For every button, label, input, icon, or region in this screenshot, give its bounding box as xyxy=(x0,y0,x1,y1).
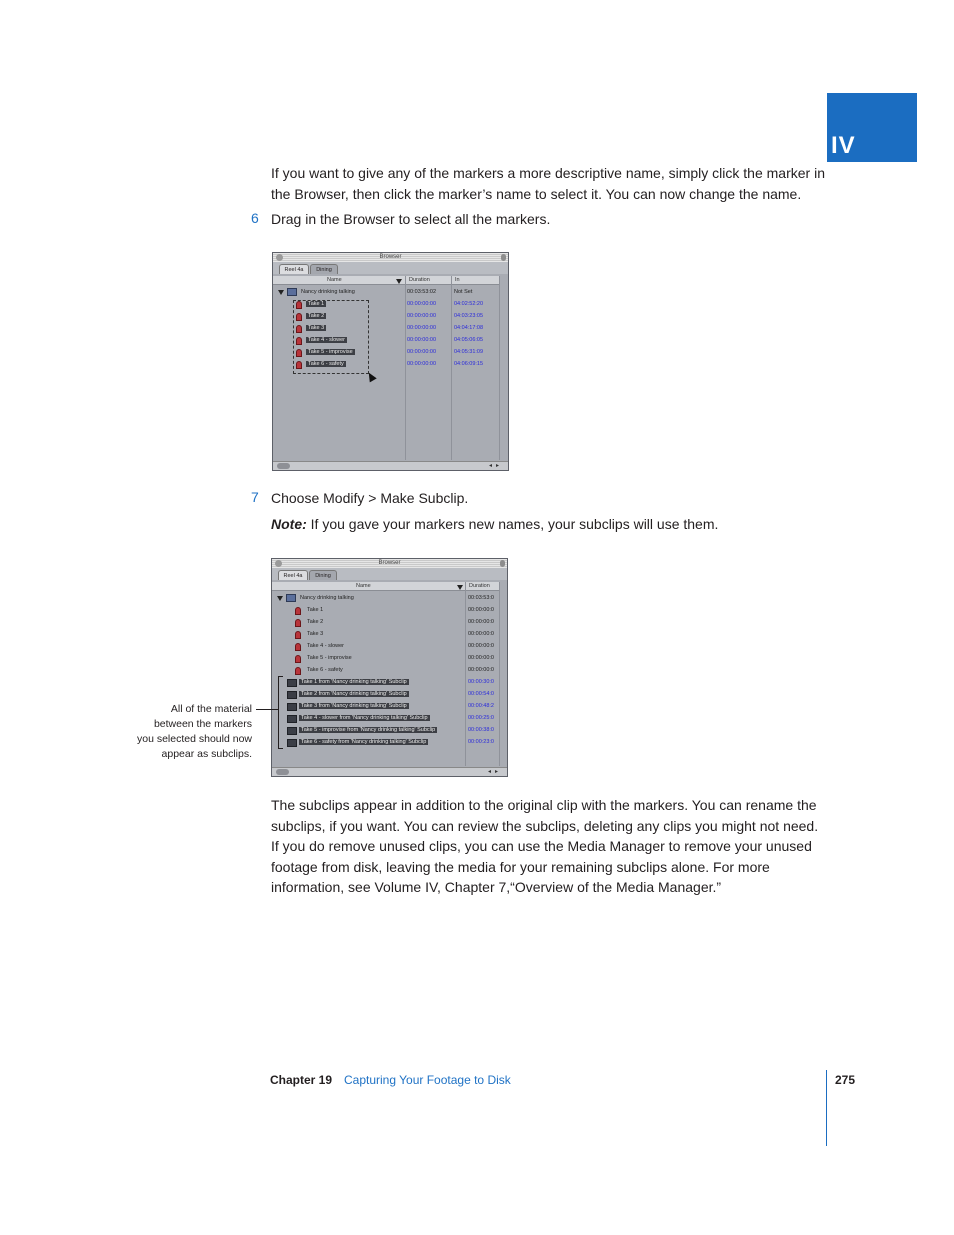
marker-duration: 00:00:00:0 xyxy=(468,631,494,637)
callout-leader-line xyxy=(256,709,278,710)
zoom-icon[interactable] xyxy=(500,560,505,567)
subclip-duration: 00:00:30:0 xyxy=(468,679,494,685)
marker-icon xyxy=(295,607,301,615)
clip-name[interactable]: Nancy drinking talking xyxy=(300,595,354,601)
marker-icon xyxy=(295,643,301,651)
marker-row-1[interactable]: Take 1 xyxy=(307,607,324,613)
subclip-icon xyxy=(287,739,297,747)
clip-in: Not Set xyxy=(454,289,473,295)
zoom-icon[interactable] xyxy=(501,254,506,261)
callout-text xyxy=(110,702,252,762)
footer-divider xyxy=(826,1070,827,1146)
tab-reel-4a[interactable]: Reel 4a xyxy=(278,570,308,580)
note-text: If you gave your markers new names, your subclips will use them. xyxy=(306,516,719,532)
section-tab-label: IV xyxy=(831,132,856,159)
sort-arrow-icon xyxy=(457,585,463,590)
subclip-duration: 00:00:54:0 xyxy=(468,691,494,697)
scroll-right-icon[interactable]: ▸ xyxy=(494,769,498,775)
column-header-duration[interactable]: Duration xyxy=(466,582,500,591)
marker-in: 04:06:09:15 xyxy=(454,361,484,367)
selection-marquee xyxy=(293,300,369,374)
browser-window-2 xyxy=(271,558,508,777)
callout-line: between the markers xyxy=(153,718,252,730)
subclip-row-1[interactable]: Take 1 from 'Nancy drinking talking' Subclip xyxy=(301,679,407,685)
sort-arrow-icon xyxy=(396,279,402,284)
browser-title: Browser xyxy=(379,254,402,260)
horizontal-scrollbar[interactable] xyxy=(273,461,508,470)
marker-duration: 00:00:00:0 xyxy=(468,655,494,661)
footer-chapter: Chapter 19 xyxy=(270,1073,333,1087)
subclip-duration: 00:00:48:2 xyxy=(468,703,494,709)
marker-row-5[interactable]: Take 5 - improvise xyxy=(308,349,353,355)
scroll-left-icon[interactable]: ◂ xyxy=(487,769,491,775)
subclip-duration: 00:00:38:0 xyxy=(468,727,494,733)
step-text-6: Drag in the Browser to select all the markers. xyxy=(271,211,551,227)
marker-row-4[interactable]: Take 4 - slower xyxy=(307,643,344,649)
marker-row-2[interactable]: Take 2 xyxy=(307,619,324,625)
tab-dining[interactable]: Dining xyxy=(310,264,338,274)
step-text-7: Choose Modify > Make Subclip. xyxy=(271,490,469,506)
marker-row-3[interactable]: Take 3 xyxy=(308,325,325,331)
tab-reel-4a[interactable]: Reel 4a xyxy=(279,264,309,274)
marker-row-6[interactable]: Take 6 - safety xyxy=(308,361,344,367)
pointer-cursor-icon xyxy=(365,371,376,383)
scroll-left-icon[interactable]: ◂ xyxy=(488,463,492,469)
subclip-row-2[interactable]: Take 2 from 'Nancy drinking talking' Subclip xyxy=(301,691,407,697)
marker-duration: 00:00:00:0 xyxy=(468,619,494,625)
subclip-row-4[interactable]: Take 4 - slower from 'Nancy drinking talking' Subclip xyxy=(301,715,428,721)
horizontal-scrollbar[interactable] xyxy=(272,767,507,776)
marker-duration: 00:00:00:00 xyxy=(407,313,437,319)
subclip-icon xyxy=(287,703,297,711)
subclip-row-3[interactable]: Take 3 from 'Nancy drinking talking' Subclip xyxy=(301,703,407,709)
column-header-name[interactable]: Name xyxy=(272,582,466,591)
tab-dining[interactable]: Dining xyxy=(309,570,337,580)
subclip-icon xyxy=(287,727,297,735)
marker-duration: 00:00:00:0 xyxy=(468,607,494,613)
note xyxy=(271,516,718,532)
subclip-duration: 00:00:23:0 xyxy=(468,739,494,745)
subclip-icon xyxy=(287,691,297,699)
marker-icon xyxy=(295,631,301,639)
marker-in: 04:02:52:20 xyxy=(454,301,484,307)
marker-duration: 00:00:00:0 xyxy=(468,643,494,649)
marker-duration: 00:00:00:00 xyxy=(407,325,437,331)
marker-row-5[interactable]: Take 5 - improvise xyxy=(307,655,352,661)
clip-icon xyxy=(286,594,296,602)
browser-tabs xyxy=(273,262,508,274)
clip-duration: 00:03:53:02 xyxy=(407,289,437,295)
callout-bracket xyxy=(278,676,283,749)
marker-row-4[interactable]: Take 4 - slower xyxy=(308,337,345,343)
footer-chapter-title[interactable]: Capturing Your Footage to Disk xyxy=(344,1073,511,1087)
subclip-row-6[interactable]: Take 6 - safety from 'Nancy drinking talking' Subclip xyxy=(301,739,427,745)
clip-name[interactable]: Nancy drinking talking xyxy=(301,289,355,295)
browser-titlebar xyxy=(272,559,507,568)
subclip-icon xyxy=(287,715,297,723)
marker-duration: 00:00:00:0 xyxy=(468,667,494,673)
column-header-in[interactable]: In xyxy=(452,276,500,285)
marker-duration: 00:00:00:00 xyxy=(407,349,437,355)
callout-line: appear as subclips. xyxy=(161,748,252,760)
marker-row-6[interactable]: Take 6 - safety xyxy=(307,667,343,673)
scroll-thumb[interactable] xyxy=(277,463,290,469)
note-label: Note: xyxy=(271,516,307,532)
step-number-6: 6 xyxy=(251,210,259,226)
marker-row-3[interactable]: Take 3 xyxy=(307,631,324,637)
clip-duration: 00:03:53:0 xyxy=(468,595,494,601)
browser-title: Browser xyxy=(378,560,401,566)
marker-duration: 00:00:00:00 xyxy=(407,361,437,367)
closing-paragraph: The subclips appear in addition to the original clip with the markers. You can rename the subclips, if you want. You can review the subclips, deleting any clips you might not need. If you do remove unused clips, you can use the Media Manager to remove your unused footage from disk, leaving the media for your remaining subclips alone. For more information, see Volume IV, Chapter 7,“Overview of the Media Manager.” xyxy=(271,797,819,895)
browser-window-1 xyxy=(272,252,509,471)
intro-paragraph: If you want to give any of the markers a more descriptive name, simply click the marker in the Browser, then click the marker’s name to select it. You can now change the name. xyxy=(271,165,825,202)
marker-row-1[interactable]: Take 1 xyxy=(308,301,325,307)
clip-icon xyxy=(287,288,297,296)
subclip-icon xyxy=(287,679,297,687)
marker-in: 04:04:17:08 xyxy=(454,325,484,331)
browser-titlebar xyxy=(273,253,508,262)
marker-in: 04:05:06:05 xyxy=(454,337,484,343)
marker-row-2[interactable]: Take 2 xyxy=(308,313,325,319)
marker-in: 04:05:31:09 xyxy=(454,349,484,355)
marker-duration: 00:00:00:00 xyxy=(407,301,437,307)
step-number-7: 7 xyxy=(251,489,259,505)
subclip-row-5[interactable]: Take 5 - improvise from 'Nancy drinking talking' Subclip xyxy=(301,727,436,733)
subclip-duration: 00:00:25:0 xyxy=(468,715,494,721)
marker-in: 04:03:23:05 xyxy=(454,313,484,319)
callout-line: you selected should now xyxy=(137,733,252,745)
marker-duration: 00:00:00:00 xyxy=(407,337,437,343)
marker-icon xyxy=(295,619,301,627)
scroll-thumb[interactable] xyxy=(276,769,289,775)
marker-icon xyxy=(295,667,301,675)
marker-icon xyxy=(295,655,301,663)
callout-line: All of the material xyxy=(170,703,252,715)
disclosure-triangle-icon[interactable] xyxy=(278,290,284,295)
page-number: 275 xyxy=(835,1073,856,1087)
browser-tabs xyxy=(272,568,507,580)
column-header-name[interactable]: Name xyxy=(273,276,406,285)
column-header-duration[interactable]: Duration xyxy=(406,276,452,285)
scroll-right-icon[interactable]: ▸ xyxy=(495,463,499,469)
disclosure-triangle-icon[interactable] xyxy=(277,596,283,601)
